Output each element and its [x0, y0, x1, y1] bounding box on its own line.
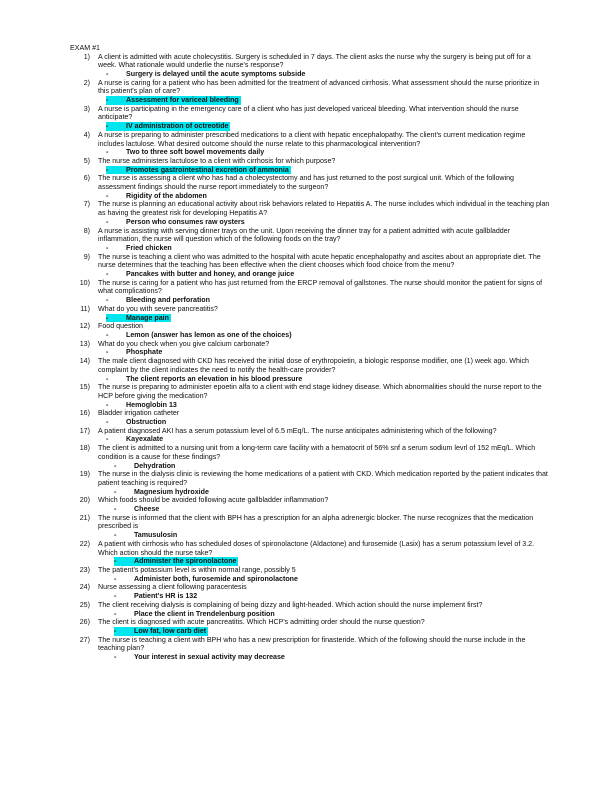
question-list — [70, 53, 550, 662]
question-item — [70, 253, 550, 270]
answer — [106, 331, 550, 340]
answer — [106, 435, 550, 444]
bullet-dash: - — [106, 96, 126, 105]
question-item — [70, 514, 550, 531]
answer-text: Bleeding and perforation — [126, 296, 210, 305]
bullet-dash: - — [106, 69, 109, 78]
question-number: 24) — [79, 583, 90, 592]
question-number: 9) — [83, 252, 90, 261]
highlighted-answer — [106, 96, 550, 105]
question-number: 5) — [83, 156, 90, 165]
question-number: 26) — [79, 618, 90, 627]
question-text: The nurse is caring for a patient who has just returned from the ERCP removal of gallstones. The nurse should monitor the patient for signs of what complications? — [98, 278, 543, 296]
question-item — [70, 470, 550, 487]
question-number: 1) — [83, 52, 90, 61]
bullet-dash: - — [114, 653, 117, 662]
question-item — [70, 636, 550, 653]
answer — [106, 270, 550, 279]
answer — [106, 296, 550, 305]
bullet-dash: - — [106, 166, 126, 175]
bullet-dash: - — [106, 191, 109, 200]
question-number: 21) — [79, 513, 90, 522]
answer — [106, 244, 550, 253]
bullet-dash: - — [106, 243, 109, 252]
question-number: 19) — [79, 470, 90, 479]
question-item — [70, 174, 550, 191]
question-number: 13) — [79, 339, 90, 348]
answer-text: Obstruction — [126, 418, 167, 427]
bullet-dash: - — [106, 148, 109, 157]
exam-title: EXAM #1 — [70, 44, 100, 52]
question-text: A patient with cirrhosis who has scheduled doses of spironolactone (Aldactone) and furosemide (Lasix) has a serum potassium level of 3.2. Which action should the nurse take? — [98, 539, 535, 557]
question-number: 2) — [83, 78, 90, 87]
question-item — [70, 566, 550, 575]
answer-text: Surgery is delayed until the acute symptoms subside — [126, 69, 306, 78]
question-text: What do you check when you give calcium carbonate? — [98, 339, 270, 348]
answer — [106, 375, 550, 384]
answer-text: Administer the spironolactone — [134, 557, 237, 566]
highlighted-answer — [114, 627, 550, 636]
answer-text: Lemon (answer has lemon as one of the choices) — [126, 331, 292, 339]
bullet-dash: - — [106, 435, 109, 444]
bullet-dash: - — [106, 314, 126, 323]
question-number: 22) — [79, 539, 90, 548]
question-number: 17) — [79, 426, 90, 435]
question-text: The nurse in the dialysis clinic is reviewing the home medications of a patient with CKD. Which medication reported by the patient indicates that patient teaching is required? — [98, 470, 548, 487]
answer-text: The client reports an elevation in his blood pressure — [126, 374, 303, 383]
question-text: Bladder irrigation catheter — [98, 409, 180, 418]
highlighted-answer — [106, 166, 550, 175]
question-text: The client receiving dialysis is complaining of being dizzy and light-headed. Which action should the nurse implement first? — [98, 600, 483, 609]
answer — [114, 531, 550, 540]
question-item — [70, 279, 550, 296]
answer — [106, 401, 550, 410]
question-item — [70, 322, 550, 331]
question-number: 10) — [79, 278, 90, 287]
bullet-dash: - — [106, 348, 109, 357]
question-text: Nurse assessing a client following paracentesis — [98, 583, 247, 592]
question-text: A nurse is participating in the emergency care of a client who has just developed variceal bleeding. What intervention should the nurse anticipate? — [98, 104, 519, 122]
answer-text: Magnesium hydroxide — [134, 487, 209, 496]
question-item — [70, 227, 550, 244]
bullet-dash: - — [106, 374, 109, 383]
answer — [106, 418, 550, 427]
question-number: 18) — [79, 444, 90, 453]
answer-text: Place the client in Trendelenburg position — [134, 609, 275, 618]
answer — [106, 148, 550, 157]
answer-text: Kayexalate — [126, 435, 164, 444]
highlighted-answer — [106, 314, 550, 323]
bullet-dash: - — [106, 122, 126, 131]
bullet-dash: - — [106, 400, 109, 409]
answer — [114, 653, 550, 662]
question-number: 20) — [79, 496, 90, 505]
question-number: 11) — [80, 304, 90, 313]
question-item — [70, 540, 550, 557]
answer-text: Hemoglobin 13 — [126, 400, 177, 409]
question-number: 15) — [79, 383, 90, 392]
bullet-dash: - — [106, 418, 109, 427]
answer-text: Pancakes with butter and honey, and orange juice — [126, 270, 295, 279]
question-text: What do you with severe pancreatitis? — [98, 304, 218, 313]
answer — [114, 575, 550, 584]
bullet-dash: - — [114, 574, 117, 583]
question-item — [70, 444, 550, 461]
question-item — [70, 383, 550, 400]
answer-text: IV administration of octreotide — [126, 122, 229, 131]
question-text: The client is admitted to a nursing unit from a long-term care facility with a hematocrit of 56% snf a serum sodium levrl of 152 mEq/L. Which condition is a cause for these findings? — [98, 444, 536, 461]
question-number: 23) — [79, 565, 90, 574]
question-text: The nurse is informed that the client with BPH has a prescription for an alpha adrenergic blocker. The nurse recognizes that the medication prescribed is — [98, 513, 534, 531]
question-text: Food question — [98, 322, 143, 331]
question-item — [70, 105, 550, 122]
question-text: A client is admitted with acute cholecystitis. Surgery is scheduled in 7 days. The client asks the nurse why the surgery is being put off for a week. What rationale would underlie the nurse's response? — [98, 52, 531, 70]
answer — [106, 218, 550, 227]
question-text: Which foods should be avoided following acute gallbladder inflammation? — [98, 496, 329, 505]
answer — [114, 488, 550, 497]
question-text: The nurse administers lactulose to a client with cirrhosis for which purpose? — [98, 156, 336, 165]
answer-text: Fried chicken — [126, 243, 172, 252]
question-item — [70, 340, 550, 349]
question-item — [70, 79, 550, 96]
answer-text: Low fat, low carb diet — [134, 626, 207, 635]
bullet-dash: - — [114, 461, 117, 470]
answer-text: Rigidity of the abdomen — [126, 191, 207, 200]
bullet-dash: - — [114, 557, 134, 566]
answer-text: Tamusulosin — [134, 531, 178, 540]
question-text: The male client diagnosed with CKD has received the initial dose of erythropoietin, a biologic response modifier, one (1) week ago. Which complaint by the client indicates the need to notify the health-care provider? — [98, 357, 529, 374]
answer — [106, 348, 550, 357]
question-item — [70, 409, 550, 418]
answer-text: Patient's HR is 132 — [134, 592, 198, 601]
answer — [106, 192, 550, 201]
answer-text: Assessment for variceal bleeding — [126, 96, 239, 105]
answer-text: Your interest in sexual activity may decrease — [134, 653, 285, 662]
question-number: 3) — [83, 104, 90, 113]
bullet-dash: - — [106, 296, 109, 305]
question-text: The nurse is teaching a client with BPH who has a new prescription for finasteride. Which of the following should the nurse include in the teaching plan? — [98, 635, 526, 653]
question-number: 6) — [83, 174, 90, 183]
bullet-dash: - — [114, 505, 117, 514]
question-number: 25) — [79, 600, 90, 609]
bullet-dash: - — [114, 487, 117, 496]
question-item — [70, 496, 550, 505]
bullet-dash: - — [114, 531, 117, 540]
question-number: 4) — [83, 130, 90, 139]
question-item — [70, 601, 550, 610]
question-text: The nurse is planning an educational activity about risk behaviors related to Hepatitis A. The nurse includes which individual in the teaching plan as having the greatest risk for developing Hepatitis A? — [98, 200, 550, 218]
question-text: A nurse is assisting with serving dinner trays on the unit. Upon receiving the dinner tray for a patient admitted with acute gallbladder inflammation, the nurse will question which of the following foods on the tray? — [98, 226, 511, 244]
question-text: A patient diagnosed AKI has a serum potassium level of 6.5 mEq/L. The nurse anticipates administering which of the following? — [98, 426, 497, 435]
question-number: 8) — [83, 226, 90, 235]
question-item — [70, 427, 550, 436]
question-text: A nurse is preparing to administer prescribed medications to a client with hepatic encephalopathy. The client's current medication regime includes lactulose. What desired outcome should the nurse relate to this pharmacological intervention? — [98, 130, 526, 148]
answer-text: Phosphate — [126, 348, 163, 357]
answer-text: Promotes gastrointestinal excretion of ammonia — [126, 165, 289, 174]
question-item — [70, 357, 550, 374]
highlighted-answer — [106, 122, 550, 131]
question-item — [70, 157, 550, 166]
question-item — [70, 583, 550, 592]
question-number: 16) — [79, 409, 90, 418]
question-item — [70, 53, 550, 70]
answer — [114, 462, 550, 471]
question-item — [70, 618, 550, 627]
answer — [106, 70, 550, 79]
answer-text: Cheese — [134, 505, 160, 514]
question-number: 7) — [83, 200, 90, 209]
question-item — [70, 305, 550, 314]
question-number: 12) — [79, 322, 90, 331]
answer-text: Person who consumes raw oysters — [126, 217, 245, 226]
bullet-dash: - — [114, 609, 117, 618]
answer-text: Two to three soft bowel movements daily — [126, 148, 265, 157]
answer-text: Manage pain — [126, 313, 169, 322]
highlighted-answer — [114, 557, 550, 566]
question-text: A nurse is caring for a patient who has been admitted for the treatment of advanced cirrhosis. What assessment should the nurse prioritize in this patient's plan of care? — [98, 78, 540, 96]
question-text: The client is diagnosed with acute pancreatitis. Which HCP's admitting order should the nurse question? — [98, 618, 425, 627]
bullet-dash: - — [106, 217, 109, 226]
question-number: 27) — [79, 635, 90, 644]
answer — [114, 505, 550, 514]
question-text: The nurse is assessing a client who has had a cholecystectomy and has just returned to the post surgical unit. Which of the following assessment findings should the nurse report immediately to the surgeon? — [98, 174, 514, 192]
question-text: The nurse is preparing to administer epoetin alfa to a client with end stage kidney disease. Which abnormalities should the nurse report to the HCP before giving the medication? — [98, 383, 542, 400]
bullet-dash: - — [106, 270, 109, 279]
bullet-dash: - — [114, 592, 117, 601]
question-item — [70, 131, 550, 148]
answer-text: Dehydration — [134, 461, 176, 470]
answer-text: Administer both, furosemide and spironolactone — [134, 574, 298, 583]
answer — [114, 592, 550, 601]
bullet-dash: - — [106, 331, 109, 339]
question-item — [70, 200, 550, 217]
question-number: 14) — [79, 357, 90, 366]
question-text: The patient's potassium level is within normal range, possibly 5 — [98, 565, 296, 574]
bullet-dash: - — [114, 627, 134, 636]
question-text: The nurse is teaching a client who was admitted to the hospital with acute hepatic encephalopathy and ascites about an appropriate diet. The nurse determines that the teaching has been effective when the client chooses which food choice from the menu? — [98, 252, 541, 270]
answer — [114, 610, 550, 619]
